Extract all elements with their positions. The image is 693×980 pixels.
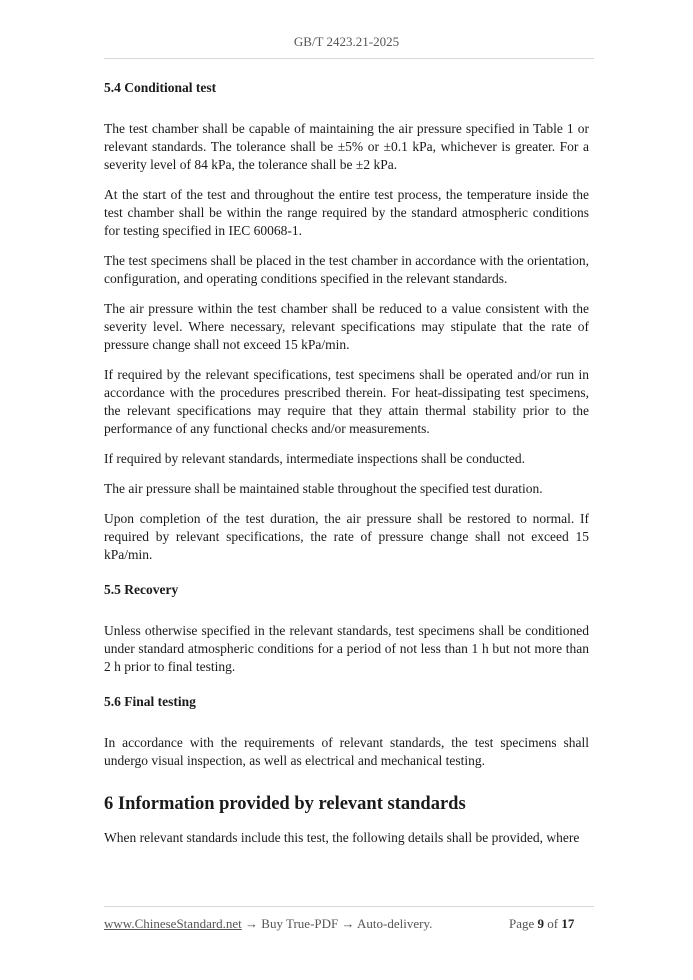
section-heading-5-5: 5.5 Recovery (104, 582, 179, 597)
paragraph: In accordance with the requirements of relevant standards, the test specimens shall undergo visual inspection, as well as electrical and mechanical testing. (104, 735, 589, 768)
chapter-heading-6: 6 Information provided by relevant standards (104, 794, 466, 814)
paragraph: The air pressure within the test chamber shall be reduced to a value consistent with the severity level. Where necessary, relevant specifications may stipulate that the rate of pressure change shall not exceed 15 kPa/min. (104, 301, 589, 352)
arrow-icon: → (341, 916, 355, 931)
of-word: of (547, 916, 559, 931)
page-content (104, 80, 589, 859)
page-number (509, 916, 574, 932)
paragraph: Upon completion of the test duration, the air pressure shall be restored to normal. If required by relevant specifications, the rate of pressure change shall not exceed 15 kPa/min. (104, 511, 589, 562)
section-heading-5-4: 5.4 Conditional test (104, 80, 217, 95)
document-header (0, 34, 693, 50)
paragraph: When relevant standards include this test, the following details shall be provided, where (104, 830, 580, 845)
paragraph: The test specimens shall be placed in the test chamber in accordance with the orientation, configuration, and operating conditions specified in the relevant standards. (104, 253, 589, 286)
paragraph: The test chamber shall be capable of maintaining the air pressure specified in Table 1 or relevant standards. The tolerance shall be ±5% or ±0.1 kPa, whichever is greater. For a severity level of 84 kPa, the tolerance shall be ±2 kPa. (104, 121, 589, 172)
site-link[interactable]: www.ChineseStandard.net (104, 916, 242, 931)
paragraph: Unless otherwise specified in the relevant standards, test specimens shall be conditioned under standard atmospheric conditions for a period of not less than 1 h but not more than 2 h prior to final testing. (104, 623, 589, 674)
page-total: 17 (561, 916, 575, 931)
document-id: GB/T 2423.21-2025 (293, 34, 400, 49)
footer-divider (104, 906, 594, 907)
paragraph: The air pressure shall be maintained stable throughout the specified test duration. (104, 481, 543, 496)
paragraph: If required by relevant standards, intermediate inspections shall be conducted. (104, 451, 525, 466)
buy-text: Buy True-PDF (261, 916, 339, 931)
header-divider (104, 58, 594, 59)
delivery-text: Auto-delivery. (357, 916, 433, 931)
section-heading-5-6: 5.6 Final testing (104, 694, 196, 709)
paragraph: If required by the relevant specifications, test specimens shall be operated and/or run in accordance with the procedures prescribed therein. For heat-dissipating test specimens, the relevant specifications may require that they attain thermal stability prior to the performance of any functional checks and/or measurements. (104, 367, 589, 436)
paragraph: At the start of the test and throughout the entire test process, the temperature inside the test chamber shall be within the range required by the standard atmospheric conditions for testing specified in IEC 60068-1. (104, 187, 589, 238)
page-current: 9 (537, 916, 545, 931)
arrow-icon: → (245, 916, 259, 931)
footer-promo (104, 916, 432, 932)
page-word: Page (509, 916, 535, 931)
